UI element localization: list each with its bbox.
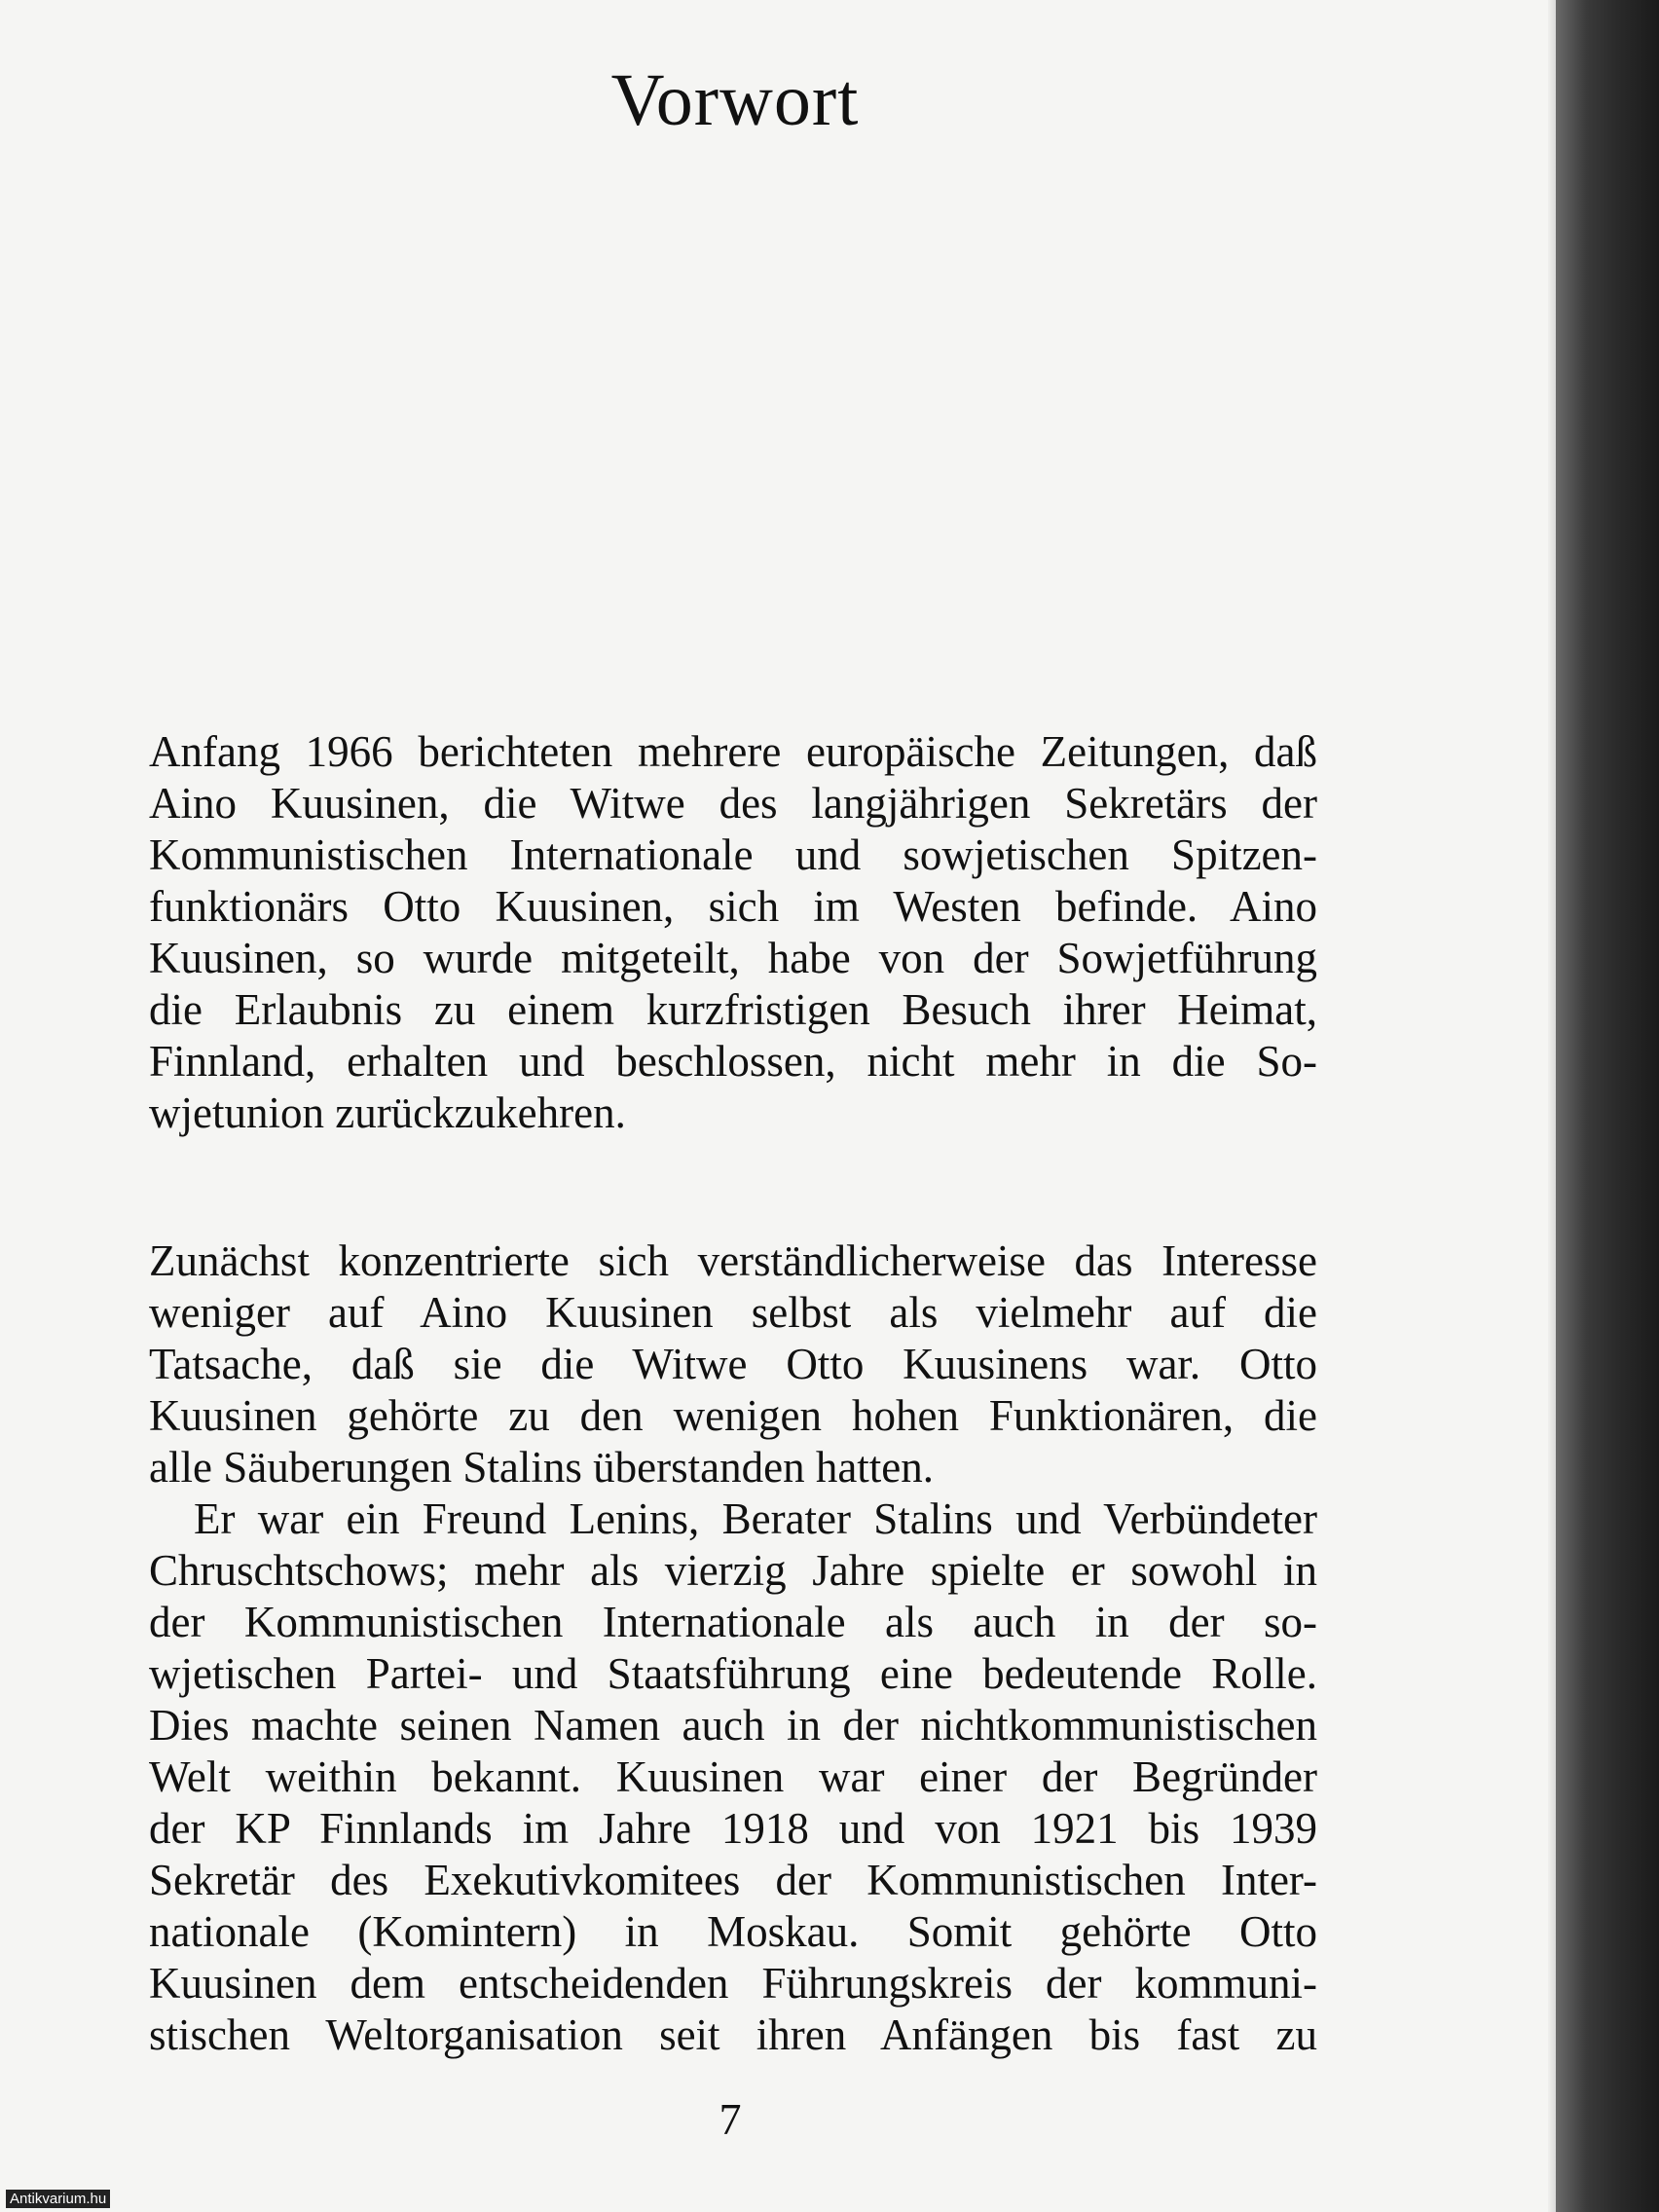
- paragraph-3-line: der Kommunistischen Internationale als auch in der so-: [149, 1598, 1317, 1646]
- paragraph-1-line: Aino Kuusinen, die Witwe des langjährigen Sekretärs der: [149, 779, 1317, 828]
- paragraph-3-line: der KP Finnlands im Jahre 1918 und von 1921 bis 1939: [149, 1804, 1317, 1853]
- paragraph-1: [149, 726, 1317, 1139]
- paragraph-3-line: stischen Weltorganisation seit ihren Anfängen bis fast zu: [149, 2010, 1317, 2059]
- paragraph-3-line: Welt weithin bekannt. Kuusinen war einer der Begründer: [149, 1752, 1317, 1801]
- paragraph-1-line: Kuusinen, so wurde mitgeteilt, habe von der Sowjetführung: [149, 934, 1317, 982]
- paragraph-3: [149, 1493, 1317, 2061]
- paragraph-1-line: Anfang 1966 berichteten mehrere europäische Zeitungen, daß: [149, 727, 1317, 776]
- paragraph-1-line: funktionärs Otto Kuusinen, sich im Westen befinde. Aino: [149, 882, 1317, 931]
- page-number: 7: [719, 2094, 742, 2144]
- paragraph-3-line: Kuusinen dem entscheidenden Führungskreis der kommuni-: [149, 1959, 1317, 2008]
- page-edge-shadow: [1556, 0, 1659, 2212]
- paragraph-2-line: alle Säuberungen Stalins überstanden hatten.: [149, 1443, 935, 1492]
- paragraph-1-line: Finnland, erhalten und beschlossen, nicht mehr in die So-: [149, 1037, 1317, 1086]
- paragraph-3-line: Chruschtschows; mehr als vierzig Jahre spielte er sowohl in: [149, 1546, 1317, 1595]
- paragraph-3-line: nationale (Komintern) in Moskau. Somit gehörte Otto: [149, 1907, 1317, 1956]
- paragraph-2-line: Tatsache, daß sie die Witwe Otto Kuusinens war. Otto: [149, 1340, 1317, 1388]
- page-title: Vorwort: [610, 59, 860, 141]
- paragraph-2-line: Kuusinen gehörte zu den wenigen hohen Funktionären, die: [149, 1391, 1317, 1440]
- paragraph-3-line: wjetischen Partei- und Staatsführung eine bedeutende Rolle.: [149, 1649, 1317, 1698]
- paragraph-2: [149, 1235, 1317, 1493]
- paragraph-1-line: die Erlaubnis zu einem kurzfristigen Besuch ihrer Heimat,: [149, 985, 1317, 1034]
- paragraph-2-line: Zunächst konzentrierte sich verständlicherweise das Interesse: [149, 1236, 1317, 1285]
- paragraph-3-line: Dies machte seinen Namen auch in der nichtkommunistischen: [149, 1701, 1317, 1750]
- paragraph-3-line: Er war ein Freund Lenins, Berater Stalins und Verbündeter: [194, 1494, 1317, 1543]
- paragraph-2-line: weniger auf Aino Kuusinen selbst als vielmehr auf die: [149, 1288, 1317, 1337]
- paragraph-1-line: wjetunion zurückzukehren.: [149, 1088, 626, 1137]
- paragraph-3-line: Sekretär des Exekutivkomitees der Kommunistischen Inter-: [149, 1856, 1317, 1904]
- paragraph-1-line: Kommunistischen Internationale und sowjetischen Spitzen-: [149, 830, 1317, 879]
- watermark: Antikvarium.hu: [6, 2190, 110, 2208]
